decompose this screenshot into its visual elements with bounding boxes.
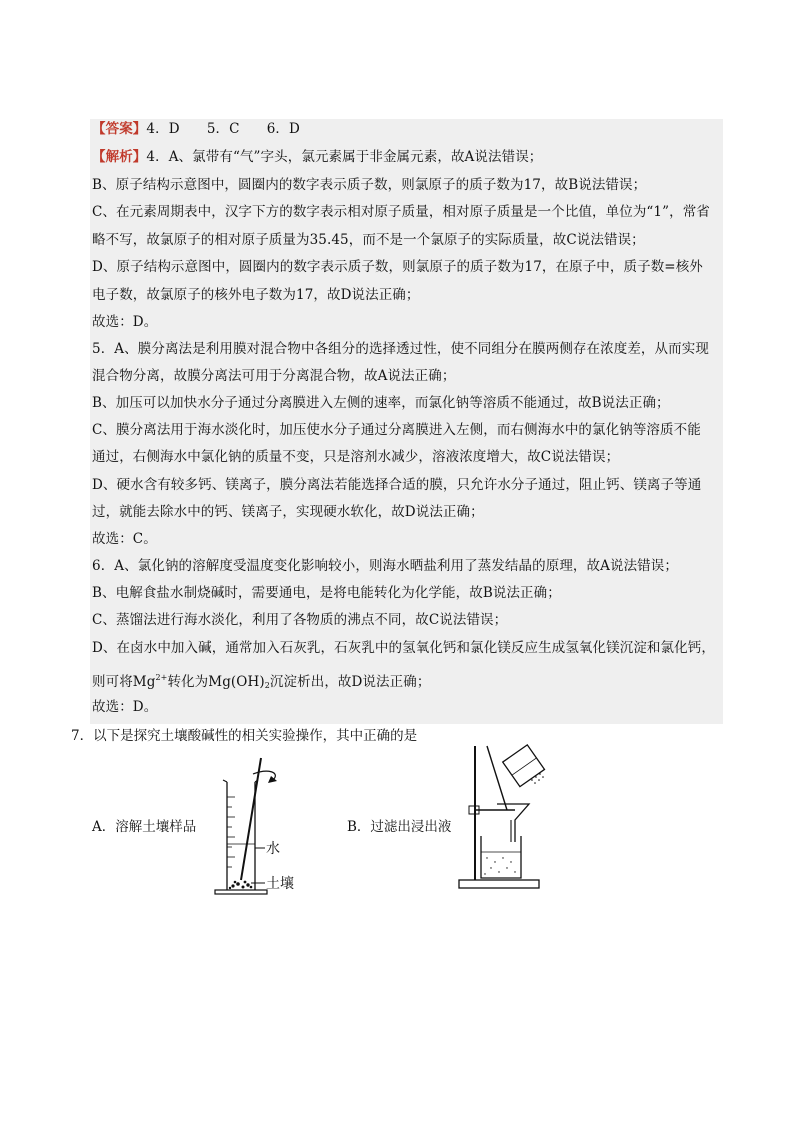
analysis-line-13: D、硬水含有较多钙、镁离子，膜分离法若能选择合适的膜，只允许水分子通过，阻止钙、镁离子等通 xyxy=(92,477,702,493)
analysis-line-7: 故选：D。 xyxy=(92,314,158,330)
question-7-stem: 7．以下是探究土壤酸碱性的相关实验操作，其中正确的是 xyxy=(71,728,418,744)
filtration-illustration xyxy=(455,736,565,894)
analysis-tag: 【解析】 xyxy=(92,149,147,165)
answer-line xyxy=(92,120,300,138)
analysis-line-5: D、原子结构示意图中，圆圈内的数字表示质子数，则氯原子的质子数为17，在原子中，质子数=核外 xyxy=(92,259,703,275)
analysis-line-11: C、膜分离法用于海水淡化时，加压使水分子通过分离膜进入左侧，而右侧海水中的氯化钠等溶质不能 xyxy=(92,422,701,438)
analysis-final: 故选：D。 xyxy=(92,699,158,715)
water-label: 水 xyxy=(266,841,280,857)
analysis-line-1: 【解析】4．A、氯带有“气”字头，氯元素属于非金属元素，故A说法错误； xyxy=(92,149,543,165)
analysis-line-10: B、加压可以加快水分子通过分离膜进入左侧的速率，而氯化钠等溶质不能通过，故B说法正确； xyxy=(92,395,670,411)
analysis-line-16: 6．A、氯化钠的溶解度受温度变化影响较小，则海水晒盐利用了蒸发结晶的原理，故A说法错误； xyxy=(92,558,678,574)
analysis-line-14: 过，就能去除水中的钙、镁离子，实现硬水软化，故D说法正确； xyxy=(92,504,484,520)
option-b-label: B．过滤出浸出液 xyxy=(347,819,452,835)
soil-label: 土壤 xyxy=(266,876,294,892)
analysis-line-20: 则可将$Mg^{2+}$转化为$Mg(OH)_2$沉淀析出，故D说法正确； xyxy=(92,673,431,690)
analysis-line-4: 略不写，故氯原子的相对原子质量为35.45，而不是一个氯原子的实际质量，故C说法错误； xyxy=(92,232,645,248)
analysis-line-8: 5．A、膜分离法是利用膜对混合物中各组分的选择透过性，使不同组分在膜两侧存在浓度差，从而实现 xyxy=(92,341,709,357)
analysis-line-19: D、在卤水中加入碱，通常加入石灰乳，石灰乳中的氢氧化钙和氯化镁反应生成氢氧化镁沉淀和氯化钙， xyxy=(92,640,715,656)
answer-tag: 【答案】 xyxy=(92,121,147,137)
analysis-line-17: B、电解食盐水制烧碱时，需要通电，是将电能转化为化学能，故B说法正确； xyxy=(92,585,561,601)
dissolve-soil-illustration xyxy=(205,752,315,900)
analysis-line-9: 混合物分离，故膜分离法可用于分离混合物，故A说法正确； xyxy=(92,368,456,384)
analysis-line-15: 故选：C。 xyxy=(92,531,157,547)
analysis-line-12: 通过，右侧海水中氯化钠的质量不变，只是溶剂水减少，溶液浓度增大，故C说法错误； xyxy=(92,449,620,465)
answer-text: 4．D 5．C 6．D xyxy=(146,121,300,137)
analysis-line-3: C、在元素周期表中，汉字下方的数字表示相对原子质量，相对原子质量是一个比值，单位为“1”，常省 xyxy=(92,204,710,220)
analysis-line-2: B、原子结构示意图中，圆圈内的数字表示质子数，则氯原子的质子数为17，故B说法错误； xyxy=(92,177,647,193)
analysis-line-18: C、蒸馏法进行海水淡化，利用了各物质的沸点不同，故C说法错误； xyxy=(92,612,508,628)
option-a-label: A．溶解土壤样品 xyxy=(92,819,197,835)
analysis-line-6: 电子数，故氯原子的核外电子数为17，故D说法正确； xyxy=(92,287,420,303)
